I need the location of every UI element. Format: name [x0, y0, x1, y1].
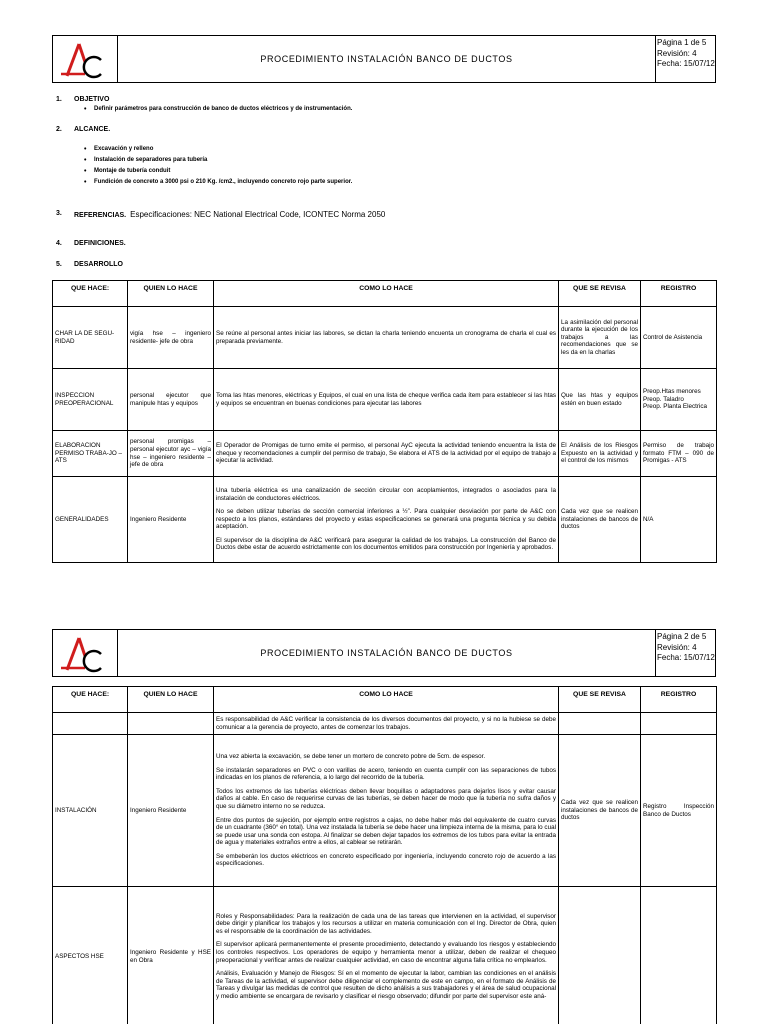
page-number: Página 2 de 5 — [657, 632, 707, 641]
table-row: GENERALIDADES Ingeniero Residente Una tubería eléctrica es una canalización de sección circular con acoplamientos, integrados o asociados para la instalación de conductores eléctricos. No se deben utilizar tuberías de sección comercial inferiores a ½”. Para cualquier desviación por parte de A&C con respecto a los planos, estándares del proyecto y estas especificaciones se generará una pregunta técnica y su debida aceptación. El supervisor de la disciplina de A&C verificará para asegurar la calidad de los trabajos. La construcción del Banco de Ductos debe estar de acuerdo estrictamente con los documentos emitidos para construcción por Ingeniería y aprobados. Cada vez que se realicen instalaciones de bancos de ductos N/A — [53, 477, 717, 563]
header-revisa: QUE SE REVISA — [559, 687, 641, 713]
company-logo — [53, 630, 118, 676]
header-que-hace: QUE HACE: — [53, 687, 128, 713]
document-title: PROCEDIMIENTO INSTALACIÓN BANCO DE DUCTOS — [118, 36, 656, 82]
document-title: PROCEDIMIENTO INSTALACIÓN BANCO DE DUCTOS — [118, 630, 656, 676]
table-header-row — [53, 281, 717, 307]
procedure-table — [52, 280, 717, 563]
header-registro: REGISTRO — [641, 687, 717, 713]
document-meta — [657, 632, 715, 664]
table-row: ASPECTOS HSE Ingeniero Residente y HSE en Obra Roles y Responsabilidades: Para la realización de cada una de las tareas que intervienen en la actividad, el supervisor debe dirigir y planificar los trabajos y los recursos a utilizar en materia comunicación con el Ing. Director de Obra, quien es el responsable de la coordinación de las actividades. El supervisor aplicará permanentemente el presente procedimiento, detectando y evaluando los riesgos y estableciendo los controles respectivos. Los operadores de equipo y herramienta menor a utilizar, deben de realizar el chequeo preoperacional y verificar antes de realizar cualquier actividad, en caso de encontrar alguna falla crítica no emplearlos. Análisis, Evaluación y Manejo de Riesgos: Sí en el momento de ejecutar la labor, cambian las condiciones en el análisis de Tareas de la actividad, el supervisor debe diligenciar el complemento de este en campo, en el formato de Análisis de Tareas y divulgar las medidas de control que resulten de dicho análisis a sus trabajadores y el área de salud ocupacional y medio ambiente se encargara de revisarlo y clasificar el riesgo observado; difundir por parte del supervisor este aná- — [53, 887, 717, 1024]
document-header — [52, 35, 716, 83]
header-quien: QUIEN LO HACE — [128, 687, 214, 713]
page-2 — [52, 629, 716, 1000]
header-quien: QUIEN LO HACE — [128, 281, 214, 307]
referencias-text: Especificaciones: NEC National Electrical Code, ICONTEC Norma 2050 — [130, 210, 386, 219]
document-meta — [657, 38, 715, 70]
company-logo — [53, 36, 118, 82]
revision-label: Revisión: 4 — [657, 48, 697, 58]
table-row: CHAR LA DE SEGU-RIDAD vigía hse – ingeniero residente- jefe de obra Se reúne al personal antes iniciar las labores, se dictan la charla teniendo encuenta un cronograma de charla el cual es preparada previamente. La asimilación del personal durante la ejecución de los trabajos a las recomendaciones que se les da en la charlas Control de Asistencia — [53, 307, 717, 369]
table-row: INSTALACIÓN Ingeniero Residente Una vez abierta la excavación, se debe tener un mortero de concreto pobre de 5cm. de espesor. Se instalarán separadores en PVC o con varillas de acero, teniendo en cuenta cumplir con las separaciones de tubos indicadas en los planos de referencia, a lo largo del recorrido de la tubería. Todos los extremos de las tuberías eléctricas deben llevar boquillas o adaptadores para dejarlos lisos y evitar causar daños al cable. En caso de requerirse curvas de las tuberías, se deben hacer de modo que la tubería no sufra daños y que su diámetro interno no se reduzca. Entre dos puntos de sujeción, por ejemplo entre registros a cajas, no debe haber más del equivalente de cuatro curvas de un cuadrante (360° en total). Una vez instalada la tubería se debe hacer una limpieza interna de la misma, para lo cual se puede usar una sonda con estopa. Al finalizar se deben dejar tapados los extremos de los tubos para evitar la entrada de agua y materiales extraños entre a ellos, al cablear se retirarán. Se embeberán los ductos eléctricos en concreto especificado por ingeniería, incluyendo concreto rojo de acuerdo a las especificaciones. Cada vez que se realicen instalaciones de bancos de ductos Registro Inspección Banco de Ductos — [53, 735, 717, 887]
page-1: PROCEDIMIENTO INSTALACIÓN BANCO DE DUCTOS Página 1 de 5 Revisión: 4 Fecha: 15/07/12 1. OBJETIVO • Definir parámetros para construcción de banco de ductos eléctricos y de instrumentación. 2. ALCANCE. • Excavación y relleno • Instalación de separadores para tubería • Montaje de tubería conduit • Fundición de concreto a 3000 psi o 210 Kg. /cm2., incluyendo concreto rojo parte superior. 3. REFERENCIAS. Especificaciones: NEC National Electrical Code, ICONTEC Norma 2050 4. DEFINICIONES. 5. DESARROLLO QUE HACE: QUIEN LO HACE COMO LO HACE QUE SE REVISA REGISTRO CHAR LA DE SEGU-RIDAD vigía hse – ingeniero residente- jefe de obra Se reúne al personal antes iniciar las labores, se dictan la charla teniendo encuenta un cronograma de charla el cual es preparada previamente. La asimilación del personal durante la ejecución de los trabajos a las recomendaciones que se les da en la charlas Control de Asistencia INSPECCION PREOPERACIONAL personal ejecutor que manipule htas y equipos Toma las htas menores, eléctricas y Equipos, el cual en una lista de cheque verifica cada ítem para establecer si las htas y equipos se encuentran en buenas condiciones para ejecutar las labores Que las htas y equipos estén en buen estado Preop.Htas menores Preop. Taladro Preop. Planta Electrica ELABORACION PERMISO TRABA-JO – ATS personal promigas – personal ejecutor ayc – vigía hse – ingeniero residente – jefe de obra El Operador de Promigas de turno emite el permiso, el personal AyC ejecuta la actividad teniendo encuentra la lista de cheque y recomendaciones a cumplir del permiso de trabajo, Se elabora el ATS de la actividad por el equipo de trabajo a ejecutar la actividad. El Análisis de los Riesgos Expuesto en la actividad y el control de los mismos Permiso de trabajo formato FTM – 090 de Promigas - ATS GENERALIDADES Ingeniero Residente Una tubería eléctrica es una canalización de sección circular con acoplamientos, integrados o asociados para la instalación de conductores eléctricos. No se deben utilizar tuberías de sección comercial inferiores a ½”. Para cualquier desviación por parte de A&C con respecto a los planos, estándares del proyecto y estas especificaciones se generará una pregunta técnica y su debida aceptación. El supervisor de la disciplina de A&C verificará para asegurar la calidad de los trabajos. La construcción del Banco de Ductos debe estar de acuerdo estrictamente con los documentos emitidos para construcción por Ingeniería y aprobados. Cada vez que se realicen instalaciones de bancos de ductos N/A — [52, 35, 716, 83]
header-como: COMO LO HACE — [214, 281, 559, 307]
list-item: • Fundición de concreto a 3000 psi o 210 Kg. /cm2., incluyendo concreto rojo parte superior. — [94, 179, 352, 185]
revision-label: Revisión: 4 — [657, 642, 697, 652]
list-item: • Excavación y relleno — [94, 146, 153, 152]
table-row: ELABORACION PERMISO TRABA-JO – ATS personal promigas – personal ejecutor ayc – vigía hse – ingeniero residente – jefe de obra El Operador de Promigas de turno emite el permiso, el personal AyC ejecuta la actividad teniendo encuentra la lista de cheque y recomendaciones a cumplir del permiso de trabajo, Se elabora el ATS de la actividad por el equipo de trabajo a ejecutar la actividad. El Análisis de los Riesgos Expuesto en la actividad y el control de los mismos Permiso de trabajo formato FTM – 090 de Promigas - ATS — [53, 431, 717, 477]
date-label: Fecha: 15/07/12 — [657, 59, 715, 68]
table-row: INSPECCION PREOPERACIONAL personal ejecutor que manipule htas y equipos Toma las htas menores, eléctricas y Equipos, el cual en una lista de cheque verifica cada ítem para establecer si las htas y equipos se encuentran en buenas condiciones para ejecutar las labores Que las htas y equipos estén en buen estado Preop.Htas menores Preop. Taladro Preop. Planta Electrica — [53, 369, 717, 431]
list-item: • Montaje de tubería conduit — [94, 168, 170, 174]
page-number: Página 1 de 5 — [657, 38, 707, 47]
table-row: Es responsabilidad de A&C verificar la consistencia de los diversos documentos del proyecto, y si no la hubiese se debe comunicar a la gerencia de proyecto, antes de comenzar los trabajos. — [53, 713, 717, 735]
table-header-row — [53, 687, 717, 713]
header-revisa: QUE SE REVISA — [559, 281, 641, 307]
list-item: • Definir parámetros para construcción de banco de ductos eléctricos y de instrumentación. — [94, 106, 352, 112]
document-header — [52, 629, 716, 677]
list-item: • Instalación de separadores para tubería — [94, 157, 207, 163]
procedure-table — [52, 686, 717, 1024]
date-label: Fecha: 15/07/12 — [657, 653, 715, 662]
header-registro: REGISTRO — [641, 281, 717, 307]
header-como: COMO LO HACE — [214, 687, 559, 713]
header-que-hace: QUE HACE: — [53, 281, 128, 307]
